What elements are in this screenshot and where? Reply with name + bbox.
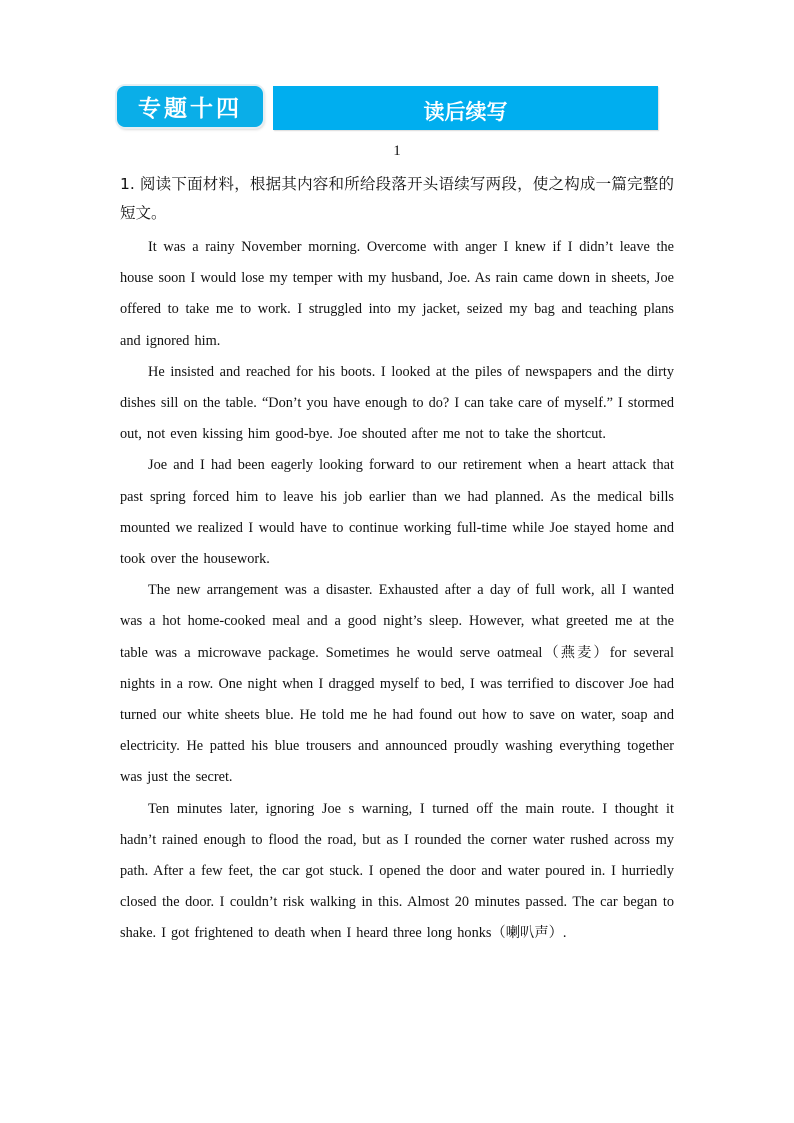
topic-badge-label: 专题十四: [138, 96, 242, 122]
section-title-bar: [273, 86, 658, 130]
story-paragraph: Joe and I had been eagerly looking forward to our retirement when a heart attack that past spring forced him to leave his job earlier than we had planned. As the medical bills mounted we realized I would have to continue working full-time while Joe stayed home and took over the housework.: [120, 457, 674, 568]
topic-badge: [117, 86, 263, 127]
story-paragraph: The new arrangement was a disaster. Exhausted after a day of full work, all I wanted was a hot home-cooked meal and a good night’s sleep. However, what greeted me at the table was a microwave package. Sometimes he would serve oatmeal（燕麦）for several nights in a row. One night when I dragged myself to bed, I was terrified to discover Joe had turned our white sheets blue. He told me he had found out how to save on water, soap and electricity. He patted his blue trousers and announced proudly washing everything together was just the secret.: [120, 582, 674, 786]
story-paragraph: He insisted and reached for his boots. I looked at the piles of newspapers and the dirty dishes sill on the table. “Don’t you have enough to do? I can take care of myself.” I stormed out, not even kissing him good-bye. Joe shouted after me not to take the shortcut.: [120, 363, 674, 443]
question-instruction: 1. 阅读下面材料，根据其内容和所给段落开头语续写两段，使之构成一篇完整的短文。: [120, 175, 674, 222]
story-paragraph: Ten minutes later, ignoring Joe s warning, I turned off the main route. I thought it hadn’t rained enough to flood the road, but as I rounded the corner water rushed across my path. After a few feet, the car got stuck. I opened the door and water poured in. I hurriedly closed the door. I couldn’t risk walking in this. Almost 20 minutes passed. The car began to shake. I got frightened to death when I heard three long honks（喇叭声）.: [120, 800, 674, 942]
question-content: [120, 170, 674, 950]
story-paragraph: It was a rainy November morning. Overcome with anger I knew if I didn’t leave the house soon I would lose my temper with my husband, Joe. As rain came down in sheets, Joe offered to take me to work. I struggled into my jacket, seized my bag and teaching plans and ignored him.: [120, 239, 674, 349]
page-number: 1: [393, 143, 401, 159]
section-title: 读后续写: [423, 100, 508, 124]
